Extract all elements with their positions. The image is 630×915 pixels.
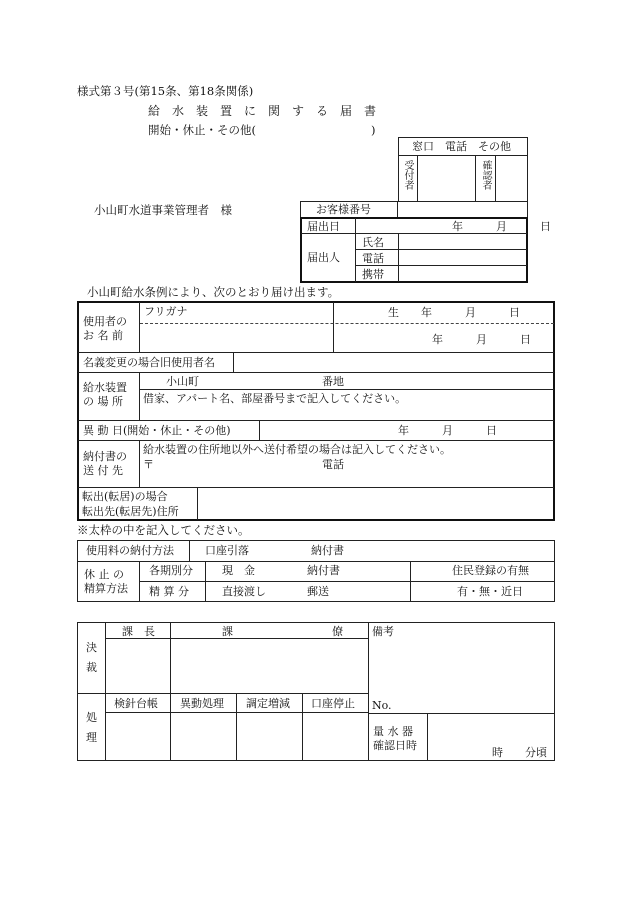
office-use-table xyxy=(77,622,555,761)
option-mail[interactable]: 郵送 xyxy=(307,585,329,598)
resident-registration-options[interactable]: 有・無・近日 xyxy=(457,585,523,598)
change-date-label: 異 動 日(開始・休止・その他) xyxy=(83,424,231,437)
option-payment-slip[interactable]: 納付書 xyxy=(307,564,340,577)
applicant-label: 届出人 xyxy=(307,251,340,264)
intro-text: 小山町給水条例により、次のとおり届け出ます。 xyxy=(87,285,340,299)
submission-date-label: 届出日 xyxy=(307,220,340,233)
customer-number-field[interactable] xyxy=(398,202,527,217)
payment-option-slip[interactable]: 納付書 xyxy=(311,544,344,557)
supply-place-label: 給水装置 の 場 所 xyxy=(83,381,127,408)
section-chief-label: 課 長 xyxy=(122,625,155,638)
user-name-label: 使用者の お 名 前 xyxy=(83,315,127,342)
payment-option-debit[interactable]: 口座引落 xyxy=(205,544,249,557)
old-user-field[interactable] xyxy=(234,354,553,371)
banchi-label: 番地 xyxy=(322,375,344,388)
option-direct-delivery[interactable]: 直接渡し xyxy=(222,585,266,598)
move-label-1: 転出(転居)の場合 xyxy=(82,490,168,503)
each-period-label: 各期別分 xyxy=(149,564,193,577)
meter-ledger-label: 検針台帳 xyxy=(114,697,158,710)
old-user-label: 名義変更の場合旧使用者名 xyxy=(83,356,215,369)
send-address-note: 給水装置の住所地以外へ送付希望の場合は記入してください。 xyxy=(143,443,451,456)
applicant-phone-field[interactable] xyxy=(399,251,526,264)
account-stop-label: 口座停止 xyxy=(311,697,355,710)
change-processing-label: 異動処理 xyxy=(180,697,224,710)
customer-number-label: お客様番号 xyxy=(316,203,371,216)
meter-check-label: 量 水 器 確認日時 xyxy=(373,725,417,752)
checker-stamp-field[interactable] xyxy=(496,156,527,201)
applicant-phone-label: 電話 xyxy=(362,252,384,265)
office-box-header: 窓口 電話 その他 xyxy=(412,140,511,153)
birth-date-format: 生 年 月 日 xyxy=(388,306,520,319)
processing-label: 処 理 xyxy=(86,711,97,744)
form-number: 様式第３号(第15条、第18条関係) xyxy=(77,84,254,98)
move-label-2: 転出先(転居先)住所 xyxy=(82,505,179,518)
town-name: 小山町 xyxy=(166,375,199,388)
remarks-label: 備考 xyxy=(372,625,394,638)
addressee: 小山町水道事業管理者 様 xyxy=(94,203,232,217)
place-note: 借家、アパート名、部屋番号まで記入してください。 xyxy=(143,392,407,405)
send-address-label: 納付書の 送 付 先 xyxy=(83,450,127,477)
resident-registration-label: 住民登録の有無 xyxy=(452,564,529,577)
form-title: 給 水 装 置 に 関 す る 届 書 xyxy=(148,104,377,118)
submission-date-format: 年 月 日 xyxy=(452,220,551,233)
check-time-format: 時 分頃 xyxy=(492,746,547,759)
applicant-mobile-field[interactable] xyxy=(399,267,526,280)
option-cash[interactable]: 現 金 xyxy=(222,564,255,577)
note-text: ※太枠の中を記入してください。 xyxy=(77,523,250,537)
no-label: No. xyxy=(372,699,392,712)
applicant-mobile-label: 携帯 xyxy=(362,268,384,281)
adjustment-label: 調定増減 xyxy=(246,697,290,710)
change-date-format: 年 月 日 xyxy=(398,424,497,437)
receiver-label: 受付者 xyxy=(402,160,413,190)
payment-method-label: 使用料の納付方法 xyxy=(86,544,174,557)
staff-label: 課 僚 xyxy=(222,625,343,638)
receiver-stamp-field[interactable] xyxy=(418,156,474,201)
checker-label: 確認者 xyxy=(480,160,491,190)
user-name-field[interactable] xyxy=(140,324,332,351)
postal-mark: 〒 xyxy=(143,458,154,471)
applicant-name-label: 氏名 xyxy=(362,236,384,249)
approval-label: 決 裁 xyxy=(86,641,97,674)
applicant-name-field[interactable] xyxy=(399,235,526,248)
user-date-format: 年 月 日 xyxy=(432,333,531,346)
place-detail-field[interactable] xyxy=(140,405,553,419)
send-address-field[interactable] xyxy=(155,457,315,485)
settlement-label: 精 算 分 xyxy=(149,585,189,598)
move-address-field[interactable] xyxy=(198,489,553,519)
form-subtitle: 開始・休止・その他( ) xyxy=(148,123,376,137)
settlement-method-label: 休 止 の 精算方法 xyxy=(84,568,128,595)
send-phone-label: 電話 xyxy=(322,458,344,471)
furigana-label: フリガナ xyxy=(144,305,188,318)
